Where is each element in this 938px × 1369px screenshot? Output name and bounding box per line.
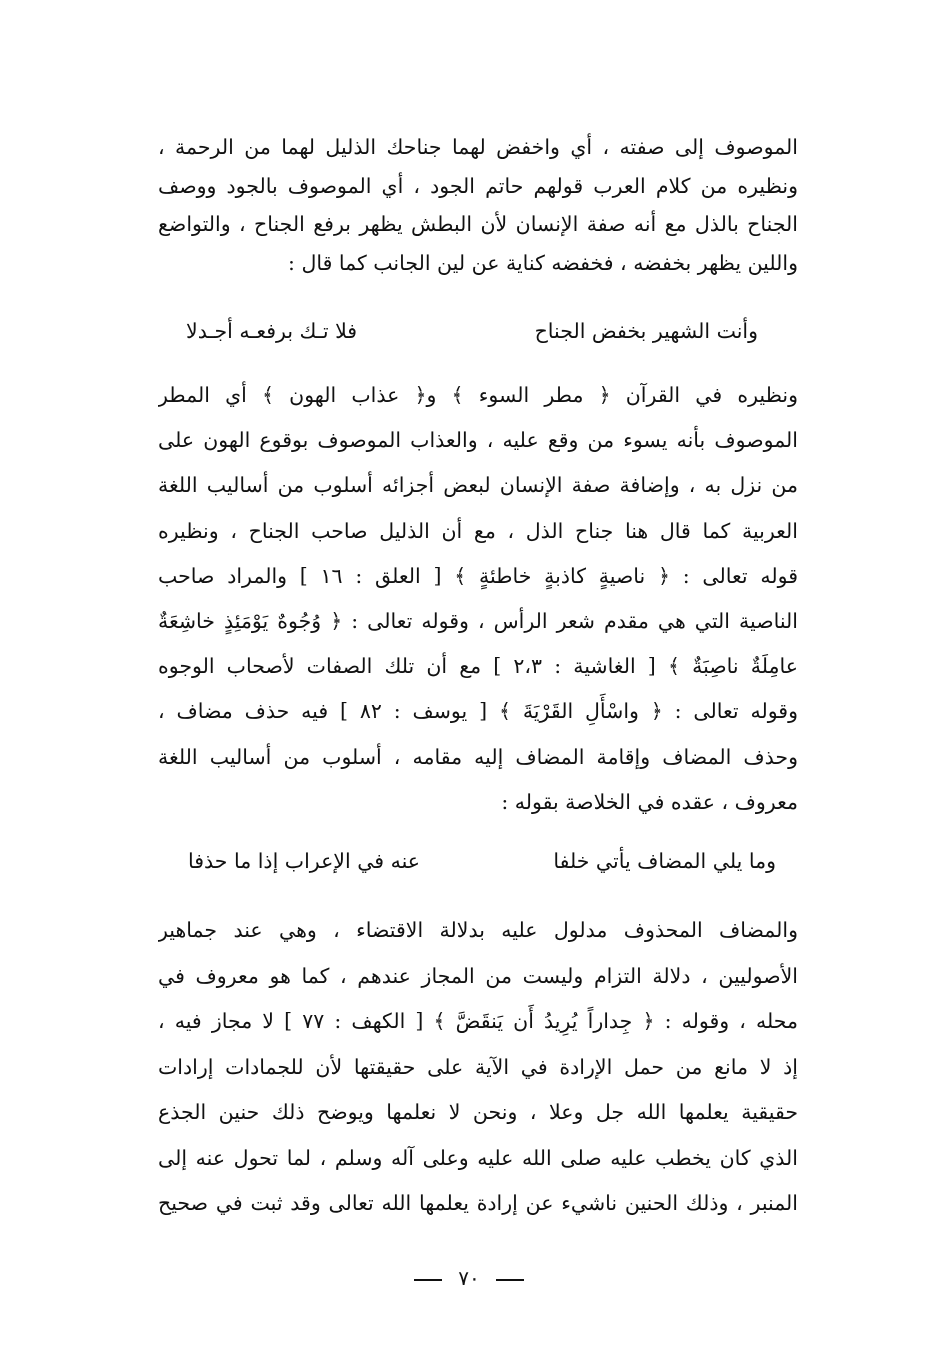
text-line: الأصوليين ، دلالة التزام وليست من المجاز عندهم ، كما هو معروف في bbox=[158, 963, 798, 988]
text-line: وحذف المضاف وإقامة المضاف إليه مقامه ، أسلوب من أساليب اللغة bbox=[158, 744, 798, 769]
verse-1 bbox=[158, 319, 798, 343]
text-line: المنبر ، وذلك الحنين ناشيء عن إرادة يعلمها الله تعالى وقد ثبت في صحيح bbox=[158, 1191, 798, 1215]
paragraph-3 bbox=[158, 908, 798, 1227]
text-line: الذي كان يخطب عليه صلى الله عليه وعلى آله وسلم ، لما تحول عنه إلى bbox=[158, 1145, 798, 1170]
text-line: وقوله تعالى : ﴿ واسْأَلِ القَرْيَةَ ﴾ [ يوسف : ٨٢ ] فيه حذف مضاف ، bbox=[158, 699, 798, 724]
page-footer bbox=[0, 1266, 938, 1290]
text-line: من نزل به ، وإضافة صفة الإنسان لبعض أجزائه أسلوب من أساليب اللغة bbox=[158, 473, 798, 498]
text-line: ونظيره من كلام العرب قولهم حاتم الجود ، أي الموصوف بالجود ووصف bbox=[158, 173, 798, 198]
text-line: الناصية التي هي مقدم شعر الرأس ، وقوله تعالى : ﴿ وُجُوهٌ يَوْمَئِذٍ خاشِعَةٌ bbox=[158, 609, 798, 634]
verse-second-half: عنه في الإعراب إذا ما حذفا bbox=[188, 849, 421, 873]
text-line: قوله تعالى : ﴿ ناصيةٍ كاذبةٍ خاطئةٍ ﴾ [ العلق : ١٦ ] والمراد صاحب bbox=[158, 563, 798, 588]
text-line: الموصوف إلى صفته ، أي واخفض لهما جناحك الذليل لهما من الرحمة ، bbox=[158, 135, 798, 159]
text-line: معروف ، عقده في الخلاصة بقوله : bbox=[501, 789, 798, 814]
dash-decoration bbox=[496, 1279, 524, 1281]
text-line: الجناح بالذل مع أنه صفة الإنسان لأن البطش يظهر برفع الجناح ، والتواضع bbox=[158, 212, 798, 236]
verse-first-half: وما يلي المضاف يأتي خلفا bbox=[553, 849, 776, 873]
text-line: الموصوف بأنه يسوء من وقع عليه ، والعذاب الموصوف بوقوع الهون على bbox=[158, 428, 798, 453]
text-line: واللين يظهر بخفضه ، فخفضه كناية عن لين الجانب كما قال : bbox=[288, 250, 798, 275]
text-line: إذ لا مانع من حمل الإرادة في الآية على حقيقتها لأن للجمادات إرادات bbox=[158, 1054, 798, 1079]
verse-first-half: وأنت الشهير بخفض الجناح bbox=[534, 319, 758, 343]
page-number: ٧٠ bbox=[458, 1266, 480, 1290]
paragraph-1 bbox=[158, 128, 798, 282]
text-line: حقيقية يعلمها الله جل وعلا ، ونحن لا نعلمها ويوضح ذلك حنين الجذع bbox=[158, 1100, 798, 1124]
text-line: والمضاف المحذوف مدلول عليه بدلالة الاقتضاء ، وهي عند جماهير bbox=[158, 918, 798, 942]
verse-second-half: فلا تـك برفعـه أجـدلا bbox=[186, 319, 358, 343]
text-line: العربية كما قال هنا جناح الذل ، مع أن الذليل صاحب الجناح ، ونظيره bbox=[158, 518, 798, 543]
verse-2 bbox=[158, 849, 798, 873]
dash-decoration bbox=[414, 1279, 442, 1281]
text-line: عامِلَةٌ ناصِبَةٌ ﴾ [ الغاشية : ٢،٣ ] مع أن تلك الصفات لأصحاب الوجوه bbox=[158, 654, 798, 679]
text-line: ونظيره في القرآن ﴿ مطر السوء ﴾ و﴿ عذاب الهون ﴾ أي المطر bbox=[158, 383, 798, 407]
text-line: محله ، وقوله : ﴿ جِداراً يُرِيدُ أَن يَنقَضَّ ﴾ [ الكهف : ٧٧ ] لا مجاز فيه ، bbox=[158, 1009, 798, 1033]
paragraph-2 bbox=[158, 373, 798, 825]
